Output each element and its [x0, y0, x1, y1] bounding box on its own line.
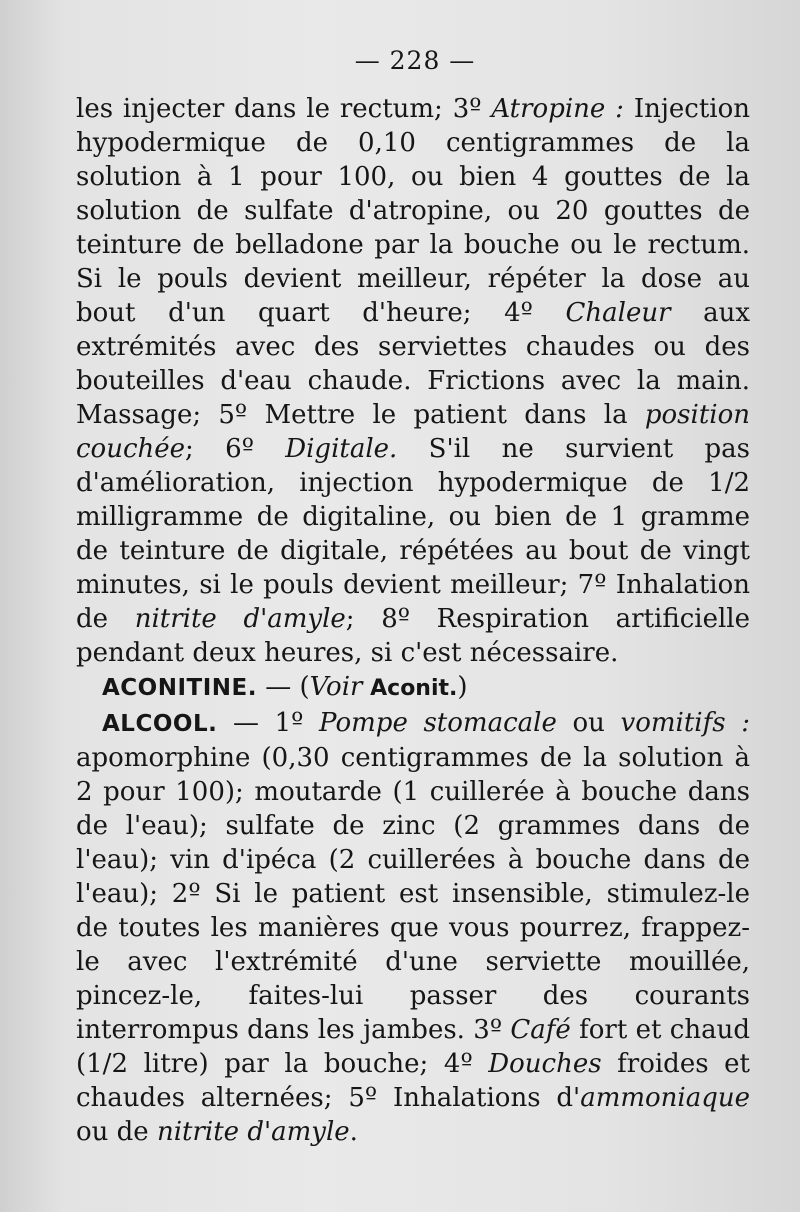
italic-term: Digitale.: [285, 434, 398, 464]
entry-heading: ACONITINE.: [102, 675, 257, 701]
text-run: ou: [556, 708, 621, 738]
text-run: apomorphine (0,30 centigrammes de la solution à 2 pour 100); moutarde (1 cuillerée à bouche dans de l'eau); sulfate de zinc (2 grammes dans de l'eau); vin d'ipéca (2 cuillerées à bouche dans de l'eau); 2º Si le patient est insensible, stimulez-le de toutes les manières que vous pourrez, frappez-le avec l'extrémité d'une serviette mouillée, pincez-le, faites-lui passer des courants interrompus dans les jambes. 3º: [76, 743, 750, 1045]
aconitine-entry: [76, 670, 750, 706]
text-run: fort et chaud (1/2 litre) par la bouche; 4º: [76, 1015, 750, 1079]
text-run: les injecter dans le rectum; 3º: [76, 94, 492, 124]
cross-reference: Aconit.: [362, 676, 458, 701]
text-run: — 1º: [217, 708, 320, 738]
text-run: ; 8º Respiration artificielle pendant deux heures, si c'est nécessaire.: [76, 604, 750, 668]
italic-term: nitrite d'amyle: [134, 604, 346, 634]
entry-heading: ALCOOL.: [102, 711, 218, 737]
italic-term: Douches: [488, 1049, 602, 1079]
italic-term: nitrite d'amyle: [156, 1117, 350, 1147]
italic-term: Atropine :: [491, 94, 624, 124]
italic-term: ammoniaque: [580, 1083, 750, 1113]
italic-term: position couchée: [76, 400, 750, 464]
italic-term: Chaleur: [565, 298, 671, 328]
italic-term: vomitifs :: [620, 708, 750, 738]
italic-term: Voir: [309, 672, 363, 702]
text-run: ): [457, 672, 468, 702]
italic-term: Pompe stomacale: [319, 708, 557, 738]
text-run: ; 6º: [185, 434, 286, 464]
text-run: .: [349, 1117, 358, 1147]
text-run: S'il ne survient pas d'amélioration, injection hypodermique de 1/2 milligramme de digitaline, ou bien de 1 gramme de teinture de digitale, répétées au bout de vingt minutes, si le pouls devient meilleur; 7º Inhalation de: [76, 434, 750, 634]
alcool-entry: [76, 706, 750, 1149]
text-run: — (: [256, 672, 310, 702]
page-body: [76, 92, 750, 1149]
italic-term: Café: [510, 1015, 571, 1045]
text-run: Injection hypodermique de 0,10 centigrammes de la solution à 1 pour 100, ou bien 4 gouttes de la solution de sulfate d'atropine, ou 20 gouttes de teinture de belladone par la bouche ou le rectum. Si le pouls devient meilleur, répéter la dose au bout d'un quart d'heure; 4º: [76, 94, 751, 328]
atropine-paragraph: [76, 92, 750, 670]
page-number: — 228 —: [354, 46, 476, 75]
text-run: aux extrémités avec des serviettes chaudes ou des bouteilles d'eau chaude. Frictions avec la main. Massage; 5º Mettre le patient dans la: [76, 298, 750, 430]
text-run: froides et chaudes alternées; 5º Inhalations d': [76, 1049, 750, 1113]
text-run: ou de: [76, 1117, 157, 1147]
